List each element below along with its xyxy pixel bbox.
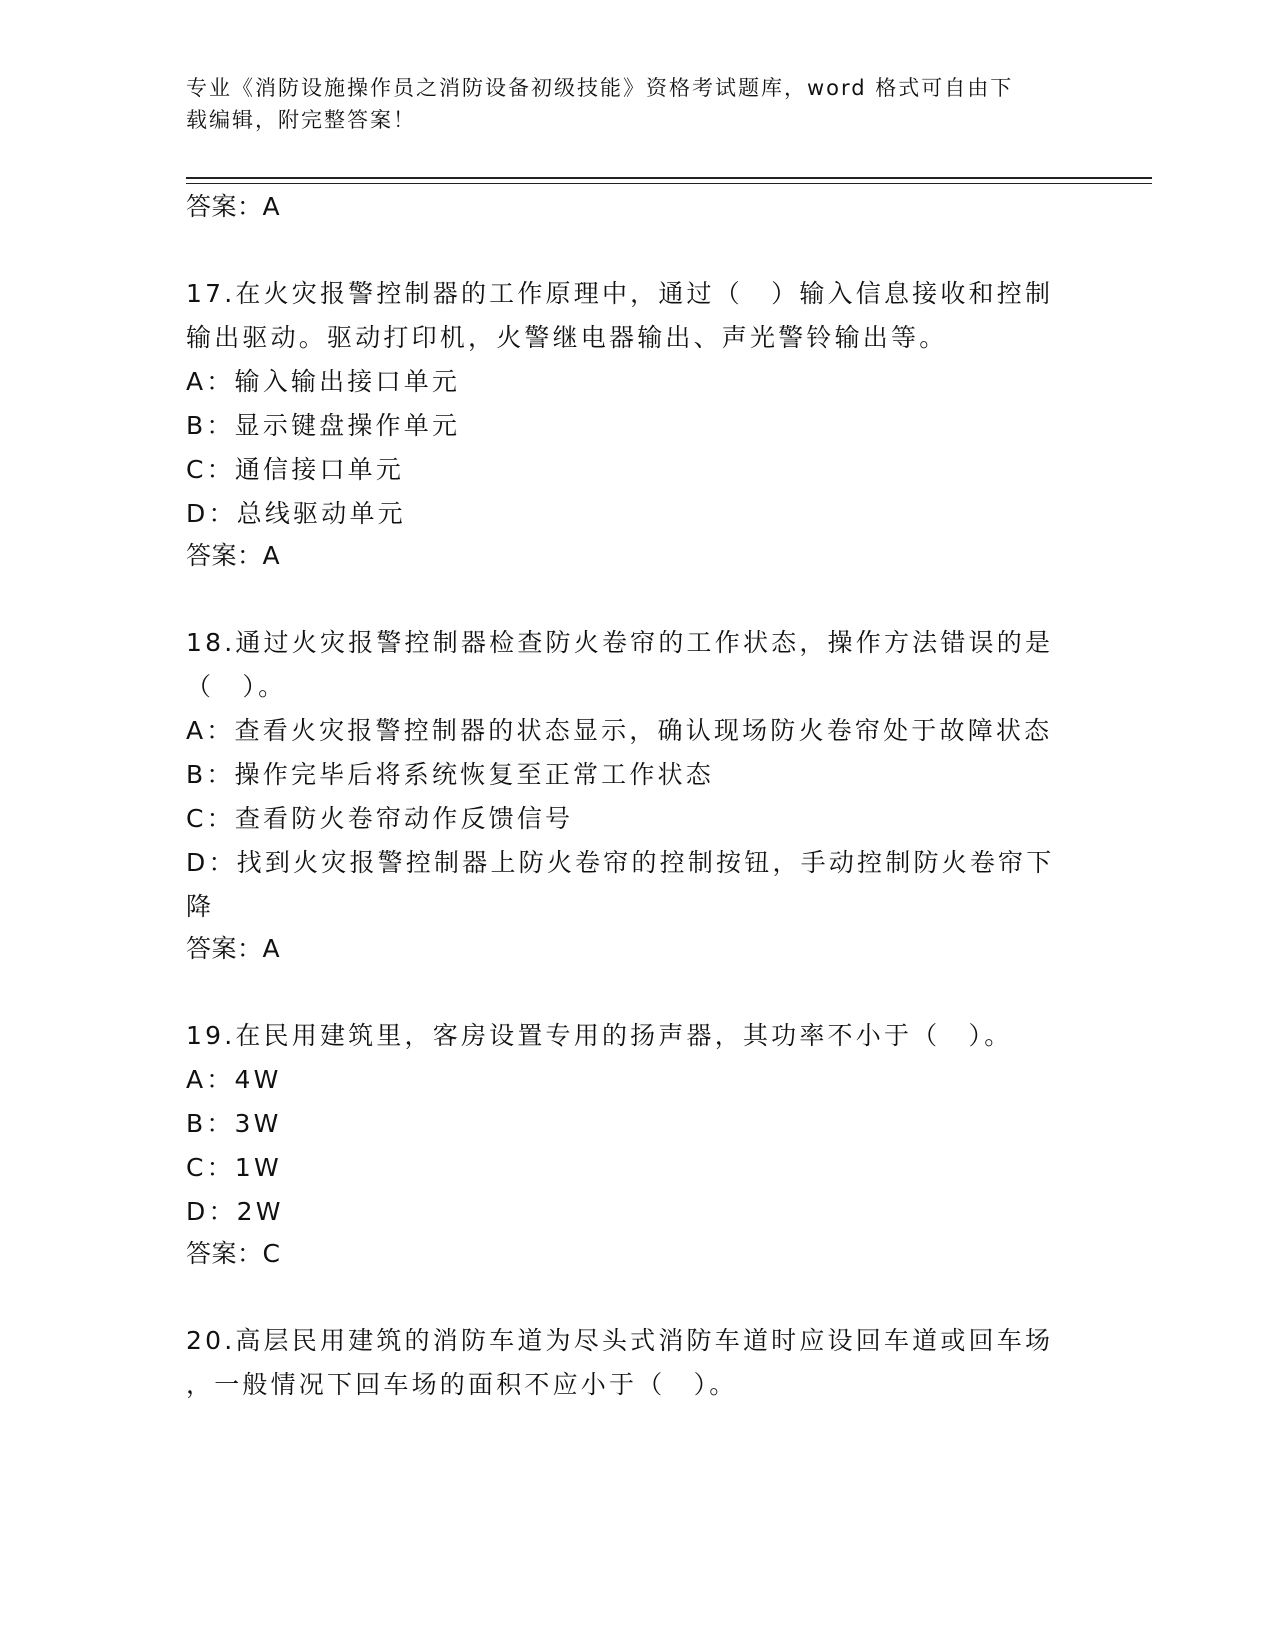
question-17-answer: 答案：A bbox=[186, 541, 281, 570]
question-19-option-a: A：4W bbox=[186, 1065, 282, 1094]
question-18-option-d: D：找到火灾报警控制器上防火卷帘的控制按钮，手动控制防火卷帘下 bbox=[186, 848, 1055, 877]
question-18-option-c: C：查看防火卷帘动作反馈信号 bbox=[186, 804, 574, 833]
question-17-option-a: A：输入输出接口单元 bbox=[186, 367, 461, 396]
question-18-option-d-continued: 降 bbox=[186, 892, 215, 921]
question-18-option-a: A：查看火灾报警控制器的状态显示，确认现场防火卷帘处于故障状态 bbox=[186, 716, 1053, 745]
question-18-option-b: B：操作完毕后将系统恢复至正常工作状态 bbox=[186, 760, 714, 789]
question-18-stem-line-2: （ ）。 bbox=[186, 672, 287, 701]
header-divider-thin bbox=[186, 183, 1152, 184]
question-17-stem-line-2: 输出驱动。驱动打印机，火警继电器输出、声光警铃输出等。 bbox=[186, 323, 948, 352]
question-19-option-c: C：1W bbox=[186, 1153, 282, 1182]
question-19-answer: 答案：C bbox=[186, 1239, 281, 1268]
question-17-stem-line-1: 17.在火灾报警控制器的工作原理中，通过（ ）输入信息接收和控制 bbox=[186, 279, 1054, 308]
header-line-1: 专业《消防设施操作员之消防设备初级技能》资格考试题库，word 格式可自由下 bbox=[186, 76, 1014, 100]
question-18-stem-line-1: 18.通过火灾报警控制器检查防火卷帘的工作状态，操作方法错误的是 bbox=[186, 628, 1054, 657]
question-20-stem-line-2: ，一般情况下回车场的面积不应小于（ ）。 bbox=[186, 1370, 738, 1399]
question-17-option-b: B：显示键盘操作单元 bbox=[186, 411, 461, 440]
question-17-option-d: D：总线驱动单元 bbox=[186, 499, 406, 528]
question-19-option-d: D：2W bbox=[186, 1197, 284, 1226]
document-header bbox=[186, 72, 1066, 136]
previous-answer: 答案：A bbox=[186, 192, 281, 221]
header-line-2: 载编辑，附完整答案！ bbox=[186, 108, 416, 132]
question-20-stem-line-1: 20.高层民用建筑的消防车道为尽头式消防车道时应设回车道或回车场 bbox=[186, 1326, 1054, 1355]
question-18-answer: 答案：A bbox=[186, 934, 281, 963]
question-19-stem-line-1: 19.在民用建筑里，客房设置专用的扬声器，其功率不小于（ ）。 bbox=[186, 1021, 1013, 1050]
question-19-option-b: B：3W bbox=[186, 1109, 282, 1138]
question-17-option-c: C：通信接口单元 bbox=[186, 455, 405, 484]
header-divider-thick bbox=[186, 177, 1152, 179]
